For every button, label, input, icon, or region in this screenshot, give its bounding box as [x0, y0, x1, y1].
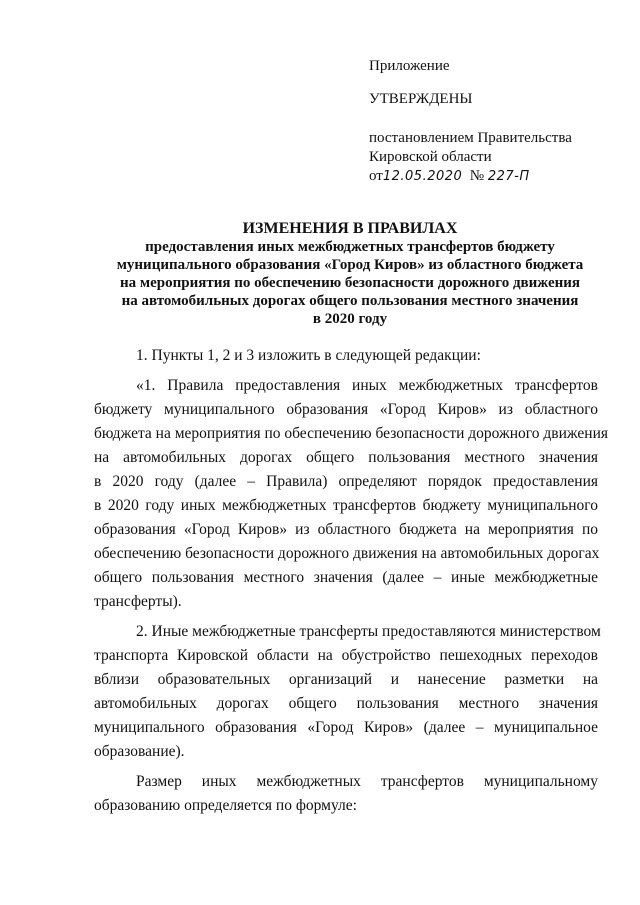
text-line: образования «Город Киров» из областного бюджета на мероприятия по — [94, 521, 598, 538]
title-line: предоставления иных межбюджетных трансфертов бюджету — [145, 239, 555, 255]
paragraph-2 — [94, 374, 608, 614]
title-main: ИЗМЕНЕНИЯ В ПРАВИЛАХ — [242, 220, 458, 237]
text-line: Размер иных межбюджетных трансфертов муниципальному — [136, 773, 598, 790]
text-line: бюджету муниципального образования «Город Киров» из областного — [94, 401, 598, 418]
handwritten-number: 227-П — [487, 169, 530, 184]
decree-line-2: Кировской области — [369, 149, 492, 165]
text-line: образование). — [94, 743, 185, 760]
text-line: муниципального образования «Город Киров» (далее – муниципальное — [94, 719, 598, 736]
paragraph-1: 1. Пункты 1, 2 и 3 изложить в следующей редакции: — [136, 347, 481, 364]
text-line: в 2020 году иных межбюджетных трансфертов бюджету муниципального — [94, 497, 598, 514]
text-line: образованию определяется по формуле: — [94, 797, 357, 814]
text-line: транспорта Кировской области на обустройство пешеходных переходов — [94, 647, 598, 664]
document-title — [80, 220, 620, 328]
approval-header — [369, 57, 609, 186]
decree-line-1: постановлением Правительства — [369, 130, 572, 146]
text-line: бюджета на мероприятия по обеспечению безопасности дорожного движения — [94, 425, 608, 442]
text-line: на автомобильных дорогах общего пользования местного значения — [94, 449, 598, 466]
from-prefix: от — [369, 168, 383, 184]
text-line: обеспечению безопасности дорожного движения на автомобильных дорогах — [94, 545, 600, 562]
paragraph-3 — [94, 620, 601, 764]
handwritten-date: 12.05.2020 — [382, 169, 463, 184]
title-line: муниципального образования «Город Киров» из областного бюджета — [116, 257, 584, 273]
number-prefix: № — [469, 168, 485, 184]
text-line: в 2020 году (далее – Правила) определяют порядок предоставления — [94, 473, 598, 490]
title-line: на мероприятия по обеспечению безопасности дорожного движения — [119, 275, 581, 291]
text-line: общего пользования местного значения (далее – иные межбюджетные — [94, 569, 598, 586]
text-line: 2. Иные межбюджетные трансферты предоставляются министерством — [136, 623, 601, 640]
text-line: трансферты). — [94, 593, 182, 610]
text-line: вблизи образовательных организаций и нанесение разметки на — [94, 671, 598, 688]
paragraph-4 — [94, 770, 598, 818]
approved-label: УТВЕРЖДЕНЫ — [369, 91, 473, 107]
text-line: «1. Правила предоставления иных межбюджетных трансфертов — [136, 377, 598, 394]
document-body — [94, 344, 608, 824]
appendix-label: Приложение — [369, 58, 450, 74]
decree-date-number — [369, 167, 609, 186]
title-line: в 2020 году — [312, 311, 388, 327]
title-line: на автомобильных дорогах общего пользования местного значения — [121, 293, 579, 309]
text-line: автомобильных дорогах общего пользования местного значения — [94, 695, 598, 712]
